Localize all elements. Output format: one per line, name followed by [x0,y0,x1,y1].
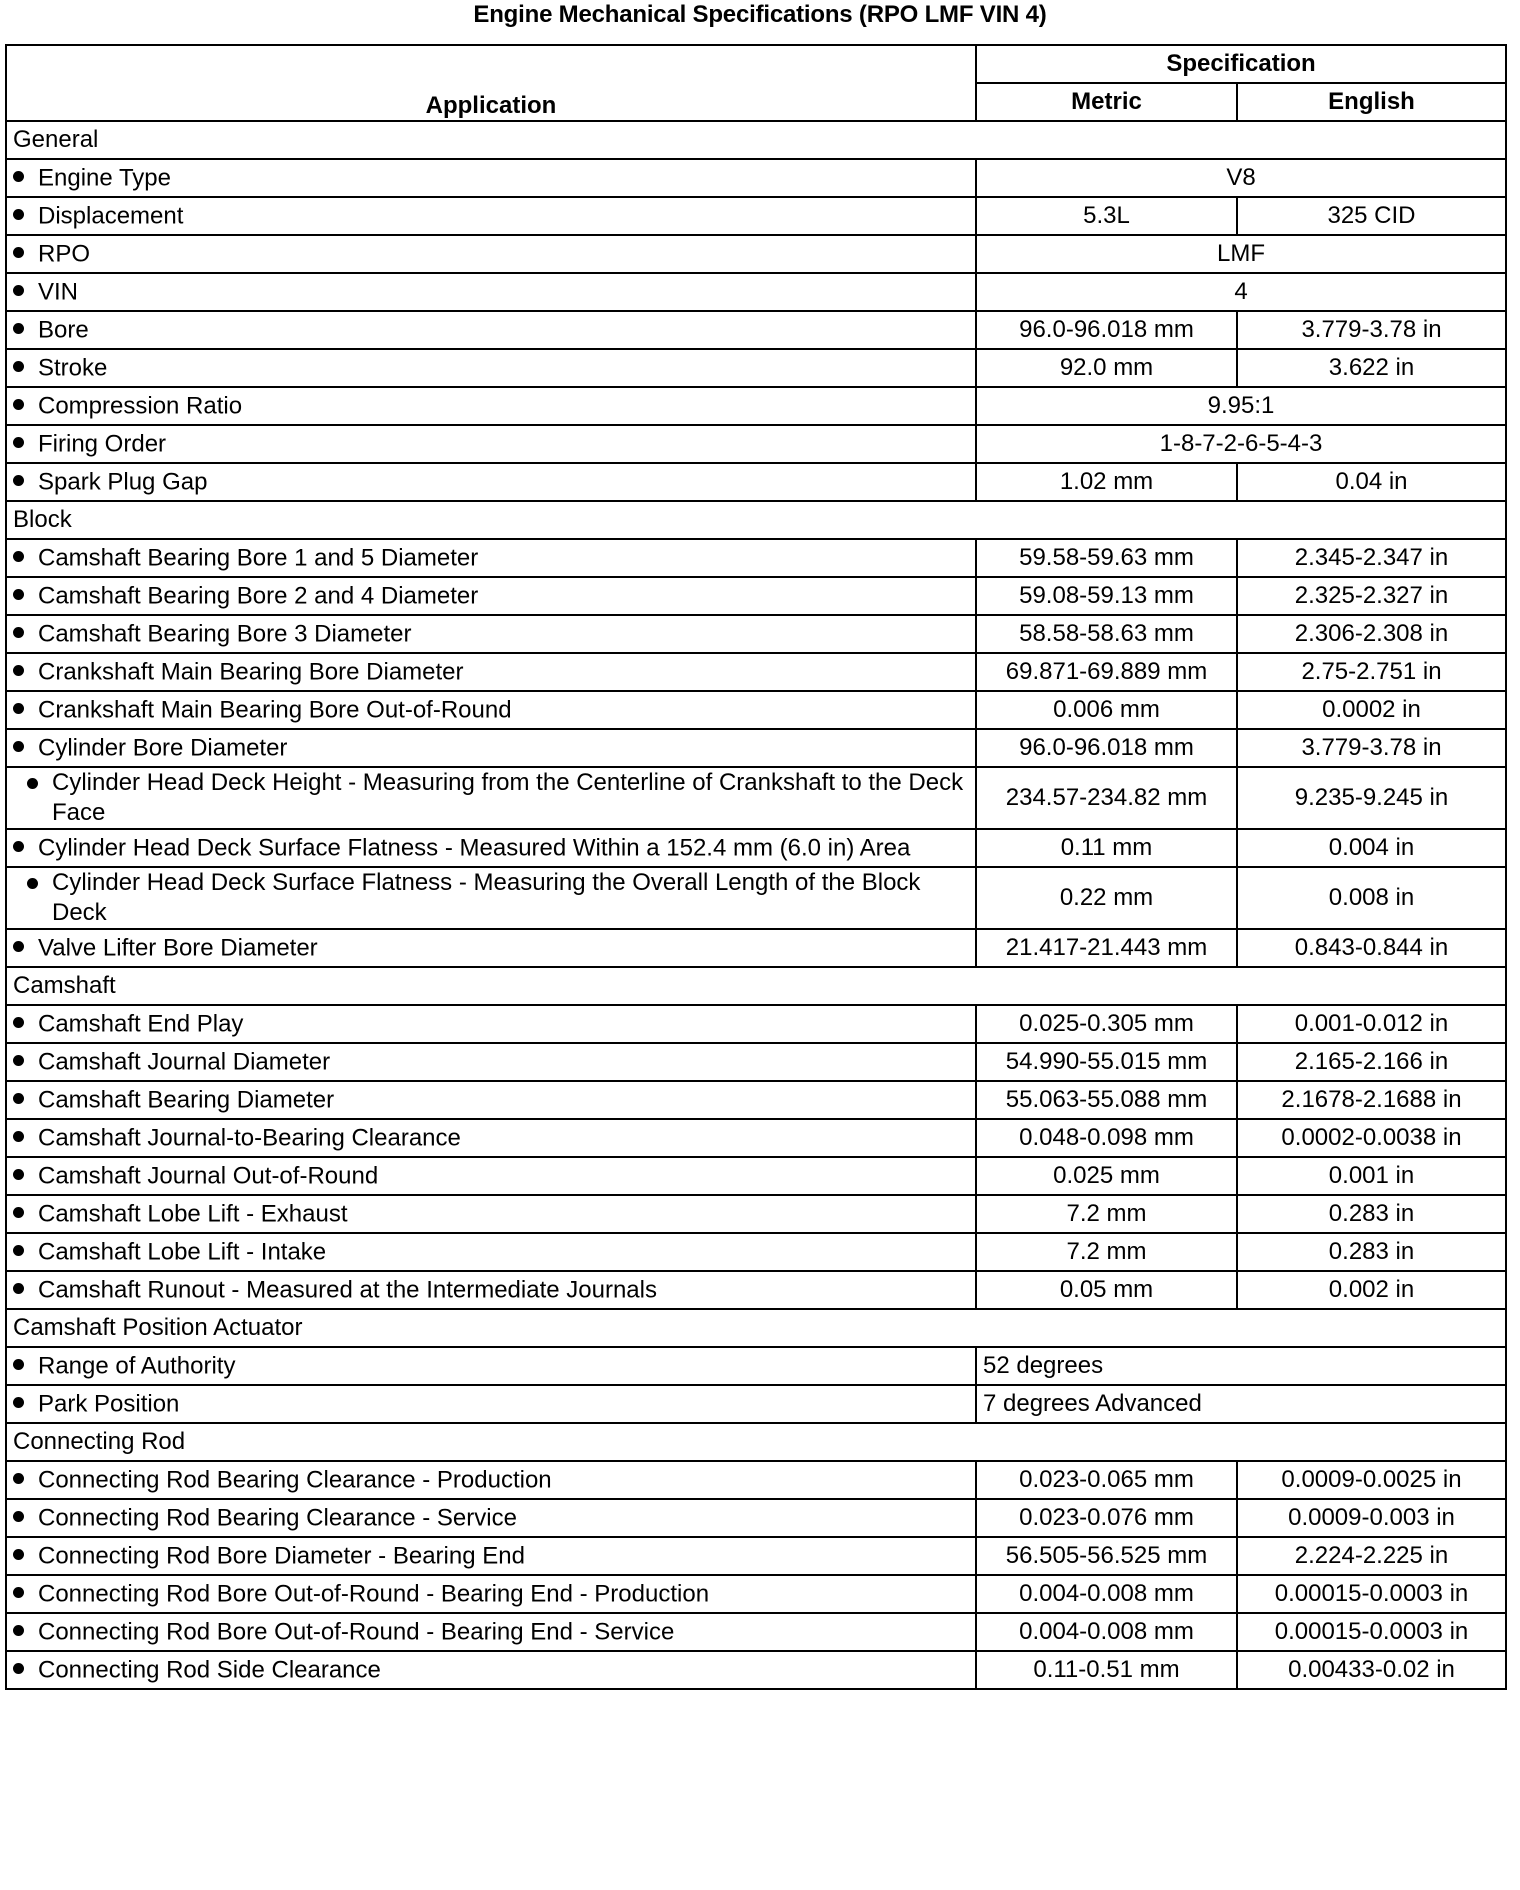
bullet-icon [13,841,24,852]
application-label: Cylinder Head Deck Surface Flatness - Measuring the Overall Length of the Block Deck [52,869,921,926]
table-row [6,311,1506,349]
application-cell [6,729,976,767]
metric-value-cell: 5.3L [976,197,1237,235]
header-english: English [1237,83,1506,121]
bullet-icon [13,627,24,638]
application-cell [6,159,976,197]
application-cell [6,867,976,929]
table-row [6,539,1506,577]
english-value-cell: 3.779-3.78 in [1237,311,1506,349]
english-value-cell: 325 CID [1237,197,1506,235]
application-cell [6,1575,976,1613]
bullet-icon [13,475,24,486]
application-label: Compression Ratio [38,392,243,420]
section-heading: Connecting Rod [6,1423,1506,1461]
application-label: Camshaft Runout - Measured at the Intermediate Journals [38,1276,657,1304]
metric-value-cell: 96.0-96.018 mm [976,311,1237,349]
bullet-icon [13,1397,24,1408]
application-label: Connecting Rod Bore Out-of-Round - Bearing End - Service [38,1618,675,1646]
application-cell [6,1005,976,1043]
application-cell [6,829,976,867]
table-row [6,929,1506,967]
header-application: Application [6,45,976,121]
metric-value-cell: 0.22 mm [976,867,1237,929]
application-label: Engine Type [38,164,171,192]
bullet-icon [13,399,24,410]
metric-value-cell: 0.023-0.076 mm [976,1499,1237,1537]
bullet-icon [13,551,24,562]
metric-value-cell: 0.023-0.065 mm [976,1461,1237,1499]
table-row [6,159,1506,197]
metric-value-cell: 58.58-58.63 mm [976,615,1237,653]
application-label: VIN [38,278,79,306]
metric-value-cell: 0.11 mm [976,829,1237,867]
table-header [6,45,1506,121]
english-value-cell: 0.001-0.012 in [1237,1005,1506,1043]
section-row [6,967,1506,1005]
table-row [6,867,1506,929]
application-label: RPO [38,240,91,268]
table-row [6,1043,1506,1081]
english-value-cell: 0.00015-0.0003 in [1237,1575,1506,1613]
metric-value-cell: 0.048-0.098 mm [976,1119,1237,1157]
table-row [6,1537,1506,1575]
section-row [6,1309,1506,1347]
table-row [6,829,1506,867]
english-value-cell: 0.283 in [1237,1233,1506,1271]
table-row [6,387,1506,425]
application-cell [6,1157,976,1195]
application-cell [6,539,976,577]
table-row [6,1461,1506,1499]
table-row [6,1271,1506,1309]
application-label: Camshaft Bearing Bore 2 and 4 Diameter [38,582,479,610]
application-label: Camshaft Journal-to-Bearing Clearance [38,1124,461,1152]
application-cell [6,1651,976,1689]
table-row [6,1195,1506,1233]
table-row [6,1119,1506,1157]
application-cell [6,1195,976,1233]
application-cell [6,197,976,235]
application-cell [6,1119,976,1157]
table-row [6,653,1506,691]
spec-value-cell: V8 [976,159,1506,197]
metric-value-cell: 92.0 mm [976,349,1237,387]
application-cell [6,1081,976,1119]
bullet-icon [27,878,38,889]
application-cell [6,1347,976,1385]
application-cell [6,463,976,501]
application-label: Park Position [38,1390,180,1418]
bullet-icon [13,247,24,258]
application-label: Connecting Rod Side Clearance [38,1656,381,1684]
table-row [6,767,1506,829]
bullet-icon [13,703,24,714]
metric-value-cell: 7.2 mm [976,1233,1237,1271]
application-cell [6,349,976,387]
application-label: Crankshaft Main Bearing Bore Out-of-Round [38,696,512,724]
english-value-cell: 0.004 in [1237,829,1506,867]
table-row [6,273,1506,311]
metric-value-cell: 0.11-0.51 mm [976,1651,1237,1689]
table-row [6,729,1506,767]
spec-value-cell: 1-8-7-2-6-5-4-3 [976,425,1506,463]
section-row [6,501,1506,539]
english-value-cell: 9.235-9.245 in [1237,767,1506,829]
header-specification: Specification [976,45,1506,83]
application-cell [6,387,976,425]
table-row [6,463,1506,501]
english-value-cell: 0.00433-0.02 in [1237,1651,1506,1689]
application-label: Valve Lifter Bore Diameter [38,934,318,962]
english-value-cell: 0.00015-0.0003 in [1237,1613,1506,1651]
application-label: Camshaft Journal Out-of-Round [38,1162,379,1190]
application-cell [6,1499,976,1537]
bullet-icon [13,1359,24,1370]
application-label: Camshaft Journal Diameter [38,1048,331,1076]
english-value-cell: 0.0002 in [1237,691,1506,729]
bullet-icon [13,1511,24,1522]
table-row [6,691,1506,729]
application-cell [6,235,976,273]
metric-value-cell: 56.505-56.525 mm [976,1537,1237,1575]
english-value-cell: 0.283 in [1237,1195,1506,1233]
table-row [6,349,1506,387]
bullet-icon [13,285,24,296]
bullet-icon [13,1131,24,1142]
english-value-cell: 2.165-2.166 in [1237,1043,1506,1081]
spec-value-cell: 7 degrees Advanced [976,1385,1506,1423]
bullet-icon [13,437,24,448]
application-label: Camshaft Lobe Lift - Intake [38,1238,327,1266]
application-label: Connecting Rod Bearing Clearance - Production [38,1466,552,1494]
metric-value-cell: 0.004-0.008 mm [976,1613,1237,1651]
section-heading: Block [6,501,1506,539]
bullet-icon [13,1587,24,1598]
metric-value-cell: 0.006 mm [976,691,1237,729]
application-cell [6,1271,976,1309]
application-cell [6,1537,976,1575]
bullet-icon [13,1245,24,1256]
metric-value-cell: 54.990-55.015 mm [976,1043,1237,1081]
metric-value-cell: 1.02 mm [976,463,1237,501]
table-row [6,1233,1506,1271]
metric-value-cell: 0.025-0.305 mm [976,1005,1237,1043]
application-cell [6,577,976,615]
english-value-cell: 0.0002-0.0038 in [1237,1119,1506,1157]
bullet-icon [13,361,24,372]
spec-value-cell: LMF [976,235,1506,273]
application-label: Stroke [38,354,108,382]
section-row [6,1423,1506,1461]
bullet-icon [13,1473,24,1484]
application-cell [6,653,976,691]
bullet-icon [27,778,38,789]
application-label: Camshaft Lobe Lift - Exhaust [38,1200,348,1228]
application-cell [6,691,976,729]
table-row [6,1157,1506,1195]
english-value-cell: 3.622 in [1237,349,1506,387]
metric-value-cell: 234.57-234.82 mm [976,767,1237,829]
bullet-icon [13,741,24,752]
application-cell [6,425,976,463]
table-row [6,615,1506,653]
bullet-icon [13,1663,24,1674]
bullet-icon [13,941,24,952]
bullet-icon [13,1207,24,1218]
english-value-cell: 0.001 in [1237,1157,1506,1195]
english-value-cell: 2.345-2.347 in [1237,539,1506,577]
english-value-cell: 2.224-2.225 in [1237,1537,1506,1575]
application-cell [6,273,976,311]
english-value-cell: 3.779-3.78 in [1237,729,1506,767]
english-value-cell: 0.0009-0.0025 in [1237,1461,1506,1499]
application-label: Cylinder Head Deck Surface Flatness - Measured Within a 152.4 mm (6.0 in) Area [38,834,911,862]
application-label: Camshaft Bearing Bore 3 Diameter [38,620,412,648]
bullet-icon [13,1283,24,1294]
bullet-icon [13,171,24,182]
english-value-cell: 2.325-2.327 in [1237,577,1506,615]
application-label: Firing Order [38,430,167,458]
spec-value-cell: 4 [976,273,1506,311]
metric-value-cell: 55.063-55.088 mm [976,1081,1237,1119]
bullet-icon [13,1093,24,1104]
application-cell [6,1043,976,1081]
metric-value-cell: 96.0-96.018 mm [976,729,1237,767]
application-cell [6,615,976,653]
table-row [6,1499,1506,1537]
bullet-icon [13,1055,24,1066]
metric-value-cell: 59.58-59.63 mm [976,539,1237,577]
metric-value-cell: 59.08-59.13 mm [976,577,1237,615]
table-row [6,1651,1506,1689]
english-value-cell: 0.0009-0.003 in [1237,1499,1506,1537]
application-label: Crankshaft Main Bearing Bore Diameter [38,658,464,686]
bullet-icon [13,589,24,600]
application-label: Displacement [38,202,184,230]
application-cell [6,1461,976,1499]
table-row [6,425,1506,463]
bullet-icon [13,1625,24,1636]
application-label: Cylinder Head Deck Height - Measuring from the Centerline of Crankshaft to the Deck Face [52,769,964,826]
application-label: Camshaft Bearing Bore 1 and 5 Diameter [38,544,479,572]
application-cell [6,767,976,829]
table-row [6,1613,1506,1651]
section-heading: Camshaft Position Actuator [6,1309,1506,1347]
table-row [6,1385,1506,1423]
english-value-cell: 0.008 in [1237,867,1506,929]
table-row [6,1347,1506,1385]
table-row [6,235,1506,273]
application-cell [6,1385,976,1423]
document-title: Engine Mechanical Specifications (RPO LMF VIN 4) [473,1,1047,28]
application-cell [6,311,976,349]
application-label: Cylinder Bore Diameter [38,734,288,762]
application-label: Connecting Rod Bore Diameter - Bearing End [38,1542,525,1570]
specification-table [5,44,1507,1690]
bullet-icon [13,1169,24,1180]
application-label: Camshaft Bearing Diameter [38,1086,335,1114]
table-row [6,1575,1506,1613]
metric-value-cell: 0.05 mm [976,1271,1237,1309]
header-metric: Metric [976,83,1237,121]
application-label: Spark Plug Gap [38,468,208,496]
application-label: Connecting Rod Bore Out-of-Round - Bearing End - Production [38,1580,710,1608]
application-label: Connecting Rod Bearing Clearance - Service [38,1504,517,1532]
english-value-cell: 2.75-2.751 in [1237,653,1506,691]
spec-value-cell: 52 degrees [976,1347,1506,1385]
bullet-icon [13,1549,24,1560]
application-label: Range of Authority [38,1352,236,1380]
table-row [6,577,1506,615]
application-cell [6,1613,976,1651]
table-row [6,197,1506,235]
table-body [6,121,1506,1689]
english-value-cell: 0.04 in [1237,463,1506,501]
metric-value-cell: 0.004-0.008 mm [976,1575,1237,1613]
metric-value-cell: 0.025 mm [976,1157,1237,1195]
bullet-icon [13,1017,24,1028]
application-label: Bore [38,316,89,344]
metric-value-cell: 7.2 mm [976,1195,1237,1233]
application-cell [6,929,976,967]
table-row [6,1081,1506,1119]
metric-value-cell: 21.417-21.443 mm [976,929,1237,967]
bullet-icon [13,665,24,676]
table-row [6,1005,1506,1043]
english-value-cell: 0.843-0.844 in [1237,929,1506,967]
bullet-icon [13,323,24,334]
application-label: Camshaft End Play [38,1010,244,1038]
english-value-cell: 2.306-2.308 in [1237,615,1506,653]
section-heading: General [6,121,1506,159]
spec-value-cell: 9.95:1 [976,387,1506,425]
bullet-icon [13,209,24,220]
section-row [6,121,1506,159]
application-cell [6,1233,976,1271]
metric-value-cell: 69.871-69.889 mm [976,653,1237,691]
section-heading: Camshaft [6,967,1506,1005]
english-value-cell: 0.002 in [1237,1271,1506,1309]
english-value-cell: 2.1678-2.1688 in [1237,1081,1506,1119]
